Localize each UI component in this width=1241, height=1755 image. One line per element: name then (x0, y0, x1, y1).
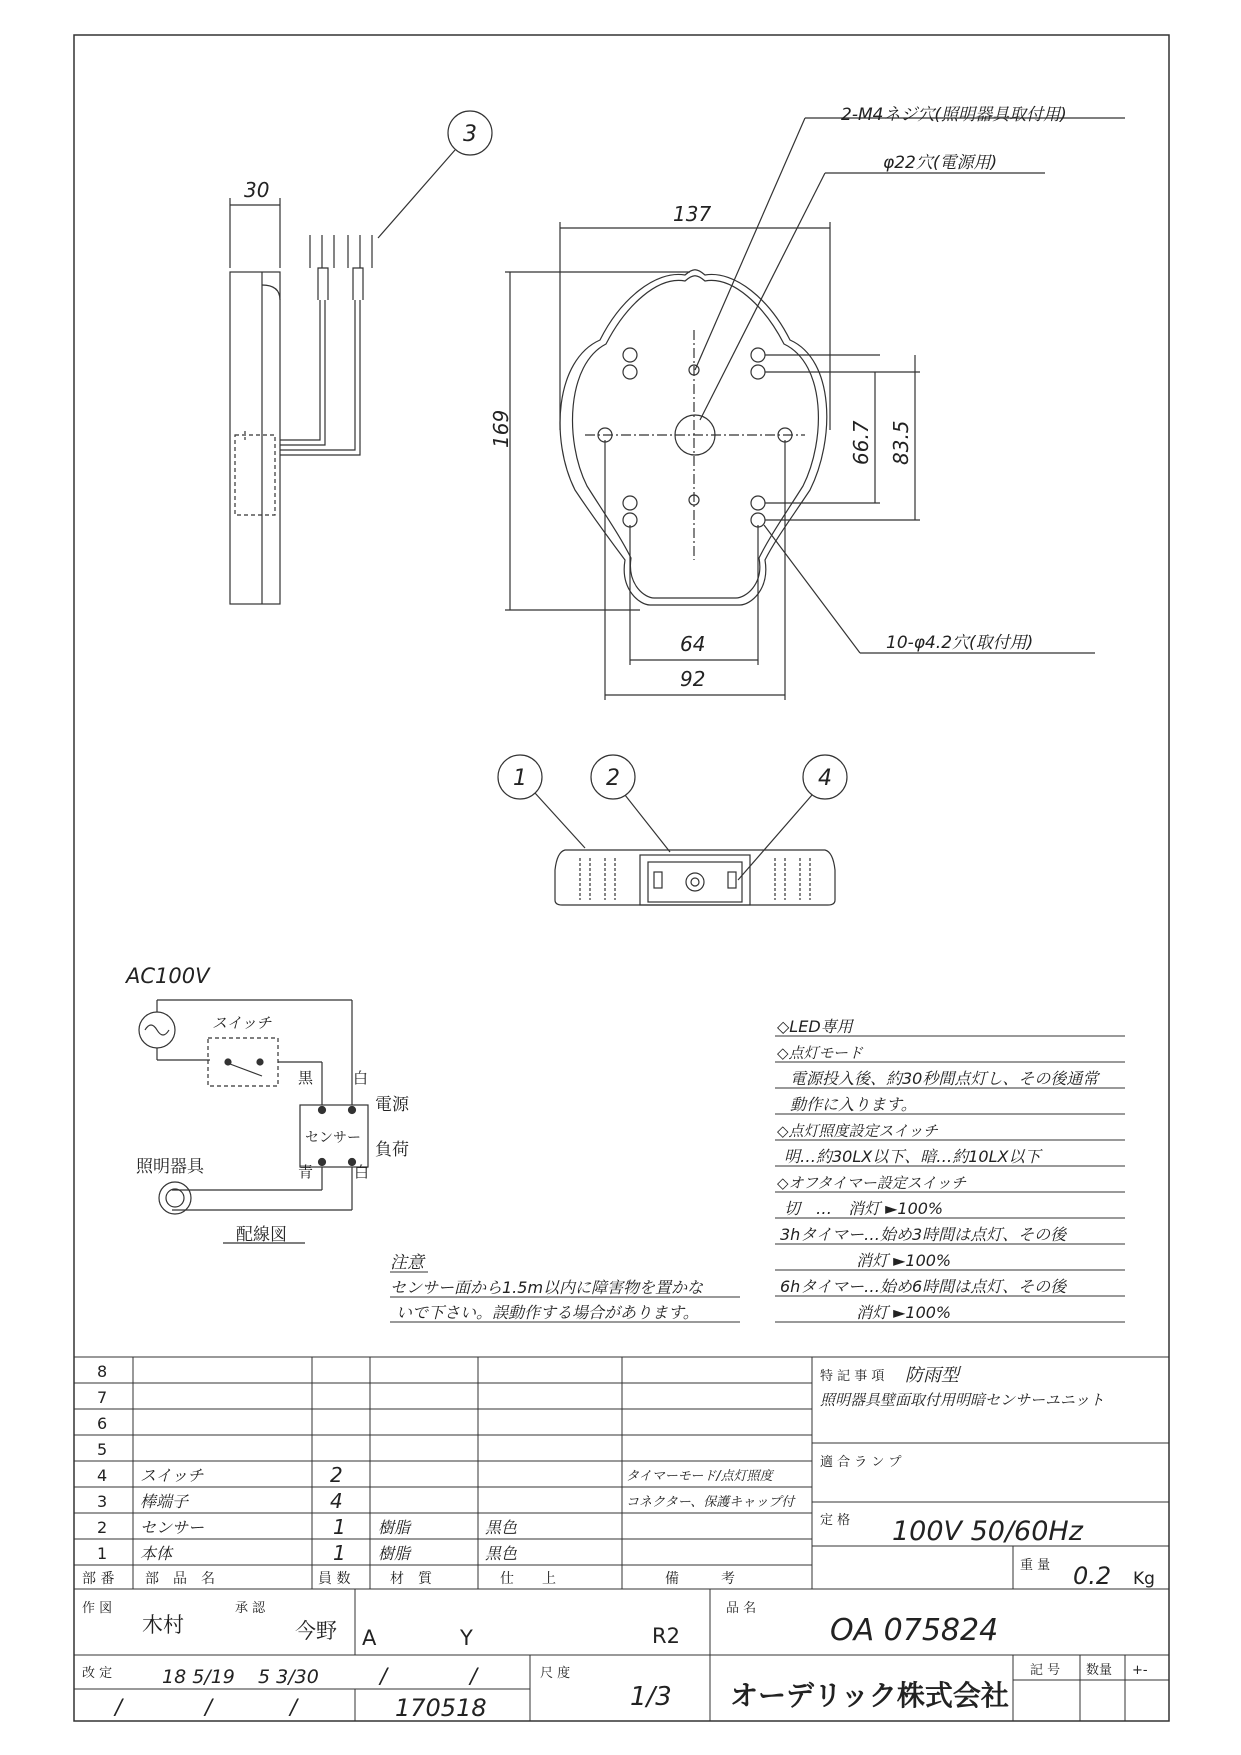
revision-slash: / (115, 1695, 123, 1719)
special-value: 防雨型 (905, 1365, 959, 1386)
weight-value: 0.2 (1073, 1562, 1112, 1590)
dim-137: 137 (673, 202, 712, 226)
part-no: 4 (97, 1466, 108, 1485)
weight-unit: Kg (1133, 1569, 1155, 1589)
part-material: 樹脂 (378, 1544, 411, 1563)
caution-line-2: いで下さい。誤動作する場合があります。 (396, 1303, 699, 1322)
spec-line: 動作に入ります。 (790, 1095, 917, 1114)
rating-value: 100V 50/60Hz (892, 1516, 1083, 1547)
part-finish: 黒色 (485, 1544, 518, 1563)
callout-3: 3 (463, 122, 477, 147)
qty-label: 数量 (1086, 1663, 1113, 1678)
part-name: スイッチ (140, 1466, 204, 1485)
special-label: 特 記 事 項 (820, 1369, 885, 1384)
part-finish: 黒色 (485, 1518, 518, 1537)
front-view (505, 118, 1125, 700)
callout-1: 1 (513, 766, 527, 791)
approved-by: 今野 (295, 1619, 337, 1643)
part-no: 8 (97, 1362, 108, 1381)
header-name: 部 品 名 (145, 1571, 215, 1587)
wiring-ac: AC100V (126, 964, 210, 988)
spec-line: 電源投入後、約30秒間点灯し、その後通常 (790, 1069, 1099, 1088)
dim-83-5: 83.5 (889, 420, 913, 465)
part-no: 5 (97, 1440, 108, 1459)
drawn-by: 木村 (142, 1613, 184, 1637)
part-no: 2 (97, 1518, 108, 1537)
part-material: 樹脂 (378, 1518, 411, 1537)
grade-a: A (362, 1626, 377, 1650)
rating-label: 定 格 (820, 1513, 851, 1528)
part-qty: 1 (333, 1541, 346, 1565)
spec-line: ◇点灯照度設定スイッチ (777, 1122, 938, 1140)
spec-line: 消灯 ►100% (856, 1251, 952, 1270)
plus-minus: +- (1132, 1663, 1148, 1678)
caution-title: 注意 (390, 1253, 424, 1273)
wiring-white-bottom: 白 (354, 1163, 370, 1181)
part-qty: 1 (333, 1515, 346, 1539)
caution-line-1: センサー面から1.5m以内に障害物を置かな (390, 1278, 704, 1297)
lamp-label: 適 合 ラ ン プ (820, 1455, 902, 1470)
spec-line: 消灯 ►100% (856, 1303, 952, 1322)
wiring-blue: 青 (298, 1163, 314, 1181)
revision-1: 18 5/19 (162, 1666, 235, 1688)
header-finish: 仕 上 (500, 1571, 556, 1587)
dim-169: 169 (489, 409, 513, 448)
dim-64: 64 (680, 632, 706, 656)
date-code: 170518 (395, 1694, 487, 1722)
mark-label: 記 号 (1030, 1663, 1061, 1678)
header-remark: 備 考 (665, 1571, 735, 1587)
spec-line: 3hタイマー…始め3時間は点灯、その後 (780, 1225, 1067, 1244)
dim-66-7: 66.7 (849, 420, 873, 465)
scale-label: 尺 度 (540, 1666, 571, 1681)
product-desc: 照明器具壁面取付用明暗センサーユニット (820, 1391, 1105, 1409)
part-no: 7 (97, 1388, 108, 1407)
part-remark: タイマーモード/点灯照度 (626, 1469, 773, 1484)
revision-slash: / (380, 1664, 388, 1688)
dim-92: 92 (680, 667, 706, 691)
side-dim-30: 30 (244, 178, 270, 202)
wiring-sensor: センサー (305, 1130, 361, 1146)
wiring-load: 負荷 (375, 1140, 409, 1160)
bottom-view (498, 755, 847, 905)
drawn-label: 作 図 (82, 1601, 113, 1616)
part-qty: 4 (330, 1489, 343, 1513)
wiring-white-top: 白 (353, 1069, 369, 1087)
wiring-switch: スイッチ (212, 1014, 272, 1032)
spec-line: 6hタイマー…始め6時間は点灯、その後 (780, 1277, 1067, 1296)
revision-slash: / (205, 1695, 213, 1719)
label-phi22: φ22穴(電源用) (883, 153, 998, 173)
label-phi42: 10-φ4.2穴(取付用) (886, 633, 1034, 653)
rev-code: R2 (652, 1624, 680, 1648)
spec-line: ◇LED専用 (777, 1017, 853, 1036)
revision-2: 5 3/30 (258, 1666, 319, 1688)
header-no: 部 番 (82, 1571, 115, 1587)
part-name: 棒端子 (140, 1492, 189, 1511)
revision-label: 改 定 (82, 1666, 113, 1681)
approved-label: 承 認 (235, 1601, 266, 1616)
spec-line: 切 … 消灯 ►100% (784, 1199, 944, 1218)
part-name: センサー (140, 1518, 205, 1537)
wiring-power: 電源 (375, 1095, 409, 1115)
spec-line: ◇オフタイマー設定スイッチ (777, 1174, 967, 1192)
header-material: 材 質 (390, 1571, 432, 1587)
grade-y: Y (460, 1626, 473, 1650)
revision-slash: / (290, 1695, 298, 1719)
part-no: 6 (97, 1414, 108, 1433)
product-label: 品 名 (726, 1601, 757, 1616)
wiring-black: 黒 (298, 1069, 314, 1087)
wiring-caption: 配線図 (236, 1225, 287, 1245)
scale-value: 1/3 (630, 1682, 672, 1712)
part-name: 本体 (140, 1544, 173, 1563)
part-no: 1 (97, 1544, 108, 1563)
company-name: オーデリック株式会社 (730, 1679, 1009, 1712)
callout-2: 2 (606, 766, 620, 791)
label-m4: 2-M4ネジ穴(照明器具取付用) (841, 105, 1067, 125)
spec-line: ◇点灯モード (777, 1044, 863, 1062)
product-no: OA 075824 (830, 1613, 999, 1648)
revision-slash: / (470, 1664, 478, 1688)
wiring-diagram (139, 1000, 368, 1243)
parts-table-header (82, 1570, 735, 1587)
weight-label: 重 量 (1020, 1558, 1051, 1573)
header-qty: 員 数 (318, 1571, 351, 1587)
wiring-fixture: 照明器具 (136, 1157, 204, 1177)
parts-table-rows (97, 1362, 796, 1565)
callout-4: 4 (818, 766, 832, 791)
part-no: 3 (97, 1492, 108, 1511)
part-qty: 2 (330, 1463, 343, 1487)
spec-line: 明…約30LX以下、暗…約10LX以下 (784, 1147, 1041, 1166)
part-remark: コネクター、保護キャップ付 (626, 1495, 795, 1510)
